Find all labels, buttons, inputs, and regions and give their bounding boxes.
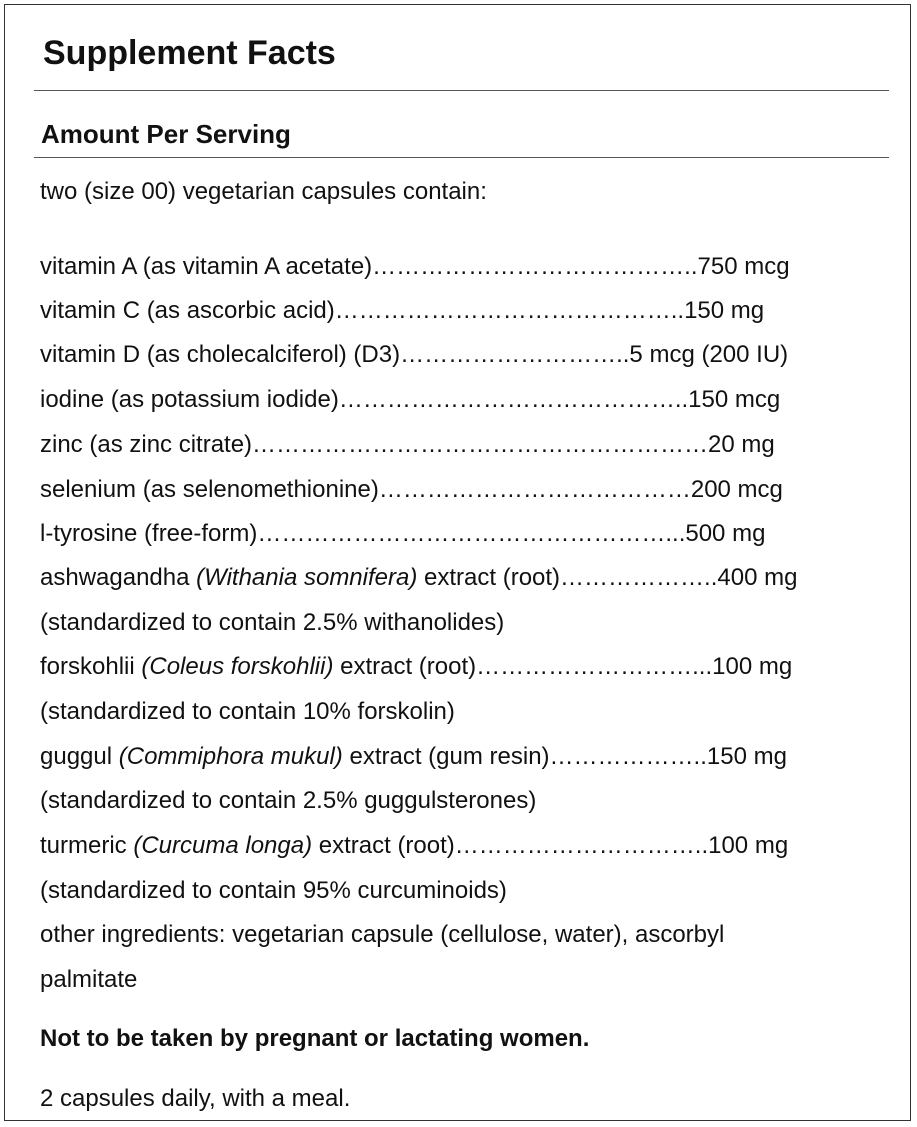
ingredient-amount: extract (root)…………………………..100 mg [312,832,789,859]
ingredient-latin-name: (Withania somnifera) [196,564,418,591]
ingredient-line: vitamin D (as cholecalciferol) (D3)………………………..5 mcg (200 IU) [40,341,789,368]
ingredient-line: vitamin C (as ascorbic acid)……………………………………..150 mg [40,297,765,324]
ingredient-name: ashwagandha [40,564,197,591]
ingredient-line: iodine (as potassium iodide)……………………………………..150 mcg [40,386,781,413]
other-ingredients-continued: palmitate [40,966,138,993]
ingredient-line [40,832,788,860]
directions-text: 2 capsules daily, with a meal. [40,1085,351,1112]
ingredient-line [40,564,797,592]
divider-top [34,90,889,91]
ingredient-latin-name: (Commiphora mukul) [118,743,343,770]
amount-per-serving-heading: Amount Per Serving [41,119,291,149]
ingredient-line [40,653,792,681]
ingredient-note: (standardized to contain 2.5% withanolides) [40,609,505,636]
label-frame [4,4,911,1121]
ingredient-name: guggul [40,743,119,770]
ingredient-line [40,743,787,771]
ingredient-line: l-tyrosine (free-form)……………………………………………...500 mg [40,520,766,547]
ingredient-amount: extract (root)………………..400 mg [417,564,798,591]
ingredient-latin-name: (Curcuma longa) [133,832,313,859]
other-ingredients: other ingredients: vegetarian capsule (cellulose, water), ascorbyl [40,921,725,948]
ingredient-line: zinc (as zinc citrate)…………………………………………………20 mg [40,431,775,458]
ingredient-line: vitamin A (as vitamin A acetate)…………………………………..750 mcg [40,253,790,280]
ingredient-amount: extract (root)………………………...100 mg [333,653,793,680]
serving-description: two (size 00) vegetarian capsules contain: [40,178,487,205]
divider-amount [34,157,889,158]
ingredient-note: (standardized to contain 2.5% guggulsterones) [40,787,537,814]
ingredient-note: (standardized to contain 95% curcuminoids) [40,877,507,904]
ingredient-name: forskohlii [40,653,142,680]
ingredient-note: (standardized to contain 10% forskolin) [40,698,455,725]
ingredient-line: selenium (as selenomethionine)…………………………………200 mcg [40,476,783,503]
label-title: Supplement Facts [43,34,336,72]
ingredient-name: turmeric [40,832,134,859]
ingredient-amount: extract (gum resin)………………..150 mg [342,743,787,770]
warning-text: Not to be taken by pregnant or lactating women. [40,1025,590,1052]
ingredient-latin-name: (Coleus forskohlii) [141,653,334,680]
